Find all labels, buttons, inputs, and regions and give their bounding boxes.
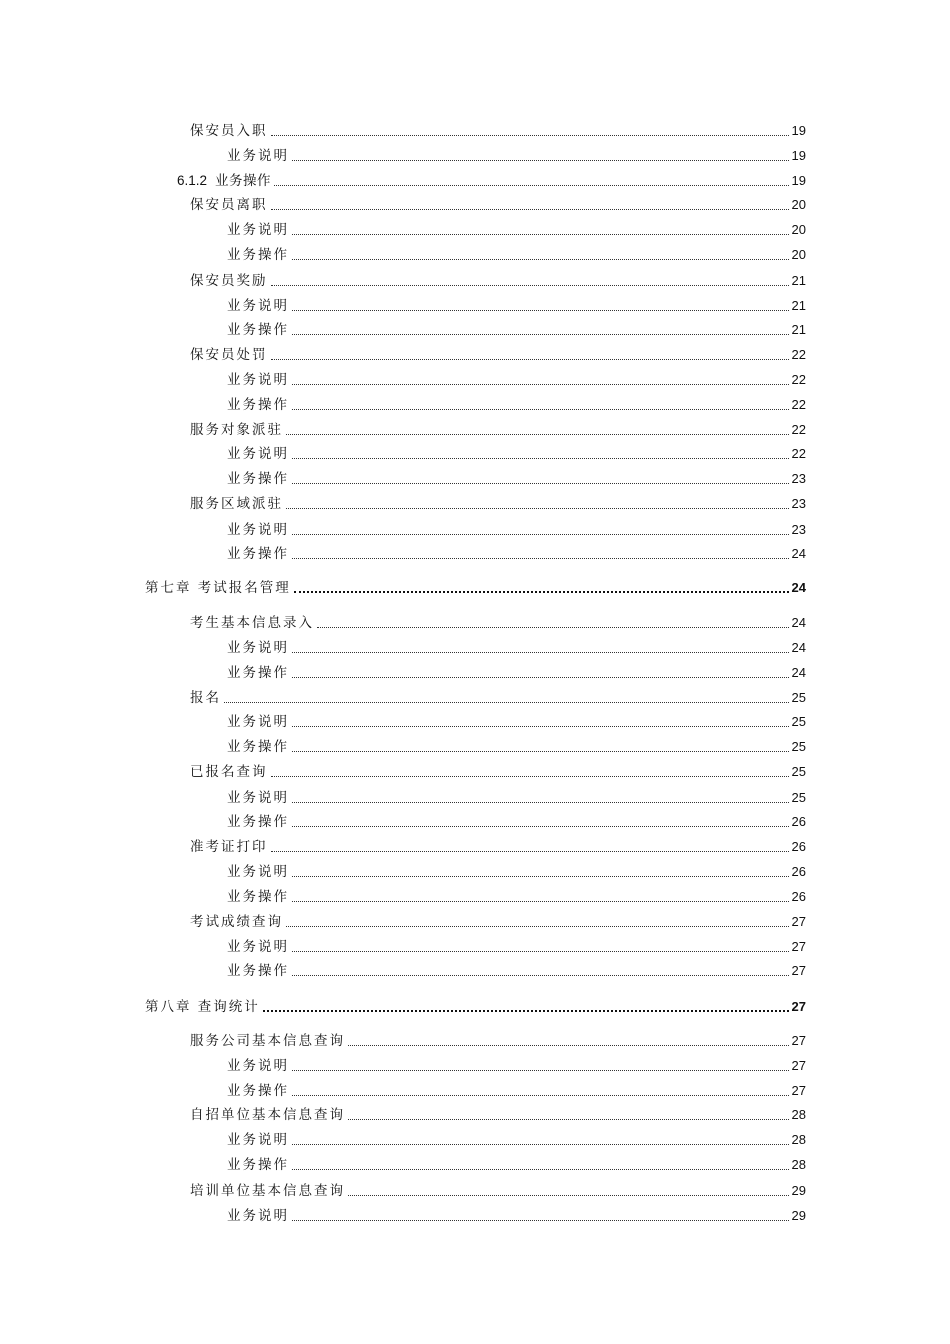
toc-page-number: 27 [791,1033,806,1048]
toc-page-number: 29 [791,1208,806,1223]
toc-entry[interactable] [227,959,806,979]
toc-dot-leader [292,558,789,559]
toc-entry[interactable] [190,269,806,289]
toc-dot-leader [292,534,789,535]
toc-dot-leader [294,591,789,593]
toc-entry[interactable] [227,661,806,681]
toc-dot-leader [286,508,789,509]
toc-dot-leader [292,1220,789,1221]
toc-dot-leader [292,483,789,484]
toc-page-number: 24 [791,640,806,655]
toc-entry-label: 业务操作 [215,173,272,189]
toc-entry[interactable] [227,710,806,730]
toc-dot-leader [292,876,789,877]
toc-page-number: 28 [791,1157,806,1172]
toc-entry[interactable] [190,343,806,363]
toc-dot-leader [271,851,789,852]
toc-entry[interactable] [190,611,806,631]
toc-entry[interactable] [227,860,806,880]
toc-entry-title: 业务说明 [227,522,289,538]
toc-entry-title: 业务操作 [227,1157,289,1173]
toc-page-number: 24 [791,615,806,630]
toc-entry-title: 业务操作 [227,247,289,263]
toc-dot-leader [292,1144,789,1145]
toc-entry-title: 业务操作 [227,814,289,830]
toc-entry-title: 培训单位基本信息查询 [190,1183,345,1199]
toc-page-number: 25 [791,790,806,805]
toc-entry-title: 业务操作 [227,397,289,413]
toc-entry-title: 业务操作 [227,889,289,905]
toc-entry[interactable] [227,318,806,338]
toc-page-number: 22 [791,347,806,362]
toc-dot-leader [292,802,789,803]
toc-dot-leader [271,359,789,360]
toc-page-number: 26 [791,839,806,854]
toc-dot-leader [292,726,789,727]
toc-page-number: 27 [791,963,806,978]
toc-entry-title: 业务说明 [227,714,289,730]
toc-dot-leader [292,334,789,335]
toc-chapter-entry[interactable] [145,995,806,1015]
toc-page-number: 28 [791,1132,806,1147]
toc-entry[interactable] [227,810,806,830]
toc-page-number: 19 [791,123,806,138]
toc-dot-leader [292,1095,789,1096]
toc-page-number: 25 [791,739,806,754]
toc-page-number: 24 [791,665,806,680]
toc-page-number: 22 [791,446,806,461]
toc-dot-leader [271,135,789,136]
toc-dot-leader [292,160,789,161]
toc-entry-title: 保安员处罚 [190,347,268,363]
toc-entry-title: 考生基本信息录入 [190,615,314,631]
toc-entry-title: 业务说明 [227,222,289,238]
toc-entry[interactable] [190,910,806,930]
toc-page-number: 20 [791,222,806,237]
toc-page-number: 26 [791,814,806,829]
toc-dot-leader [274,185,789,186]
toc-entry-title: 业务操作 [227,665,289,681]
toc-entry-title: 业务说明 [227,790,289,806]
toc-dot-leader [317,627,789,628]
toc-page-number: 24 [791,580,806,595]
toc-entry-title: 业务说明 [227,939,289,955]
toc-entry[interactable] [190,193,806,213]
toc-page-number: 25 [791,690,806,705]
toc-page-number: 29 [791,1183,806,1198]
toc-dot-leader [348,1119,789,1120]
toc-entry-title [177,173,271,189]
toc-page-number: 22 [791,422,806,437]
toc-page-number: 26 [791,889,806,904]
toc-page-number: 20 [791,197,806,212]
toc-entry-title: 保安员入职 [190,123,268,139]
toc-dot-leader [286,434,789,435]
toc-dot-leader [292,975,789,976]
toc-entry-title: 业务操作 [227,471,289,487]
toc-dot-leader [292,901,789,902]
toc-entry[interactable] [227,243,806,263]
toc-entry-title: 考试成绩查询 [190,914,283,930]
toc-page-number: 21 [791,273,806,288]
toc-dot-leader [271,209,789,210]
toc-page-number: 22 [791,397,806,412]
toc-entry-title: 业务说明 [227,1208,289,1224]
toc-entry[interactable] [227,218,806,238]
toc-entry[interactable] [190,760,806,780]
toc-entry-title: 服务公司基本信息查询 [190,1033,345,1049]
toc-entry[interactable] [227,1079,806,1099]
toc-entry[interactable] [227,636,806,656]
toc-dot-leader [292,1070,789,1071]
toc-entry[interactable] [227,1128,806,1148]
toc-entry[interactable] [227,1054,806,1074]
toc-page-number: 28 [791,1107,806,1122]
toc-entry[interactable] [227,368,806,388]
toc-entry-title: 业务操作 [227,1083,289,1099]
toc-page-number: 27 [791,999,806,1014]
toc-entry-title: 业务说明 [227,1058,289,1074]
toc-page-number: 27 [791,914,806,929]
toc-page-number: 23 [791,496,806,511]
toc-chapter-title: 第七章 考试报名管理 [145,580,291,596]
toc-entry[interactable] [227,885,806,905]
toc-entry[interactable] [227,735,806,755]
toc-entry[interactable] [227,442,806,462]
toc-entry-title: 业务说明 [227,298,289,314]
toc-entry-title: 业务说明 [227,446,289,462]
toc-entry-title: 自招单位基本信息查询 [190,1107,345,1123]
toc-entry-title: 保安员奖励 [190,273,268,289]
toc-entry-title: 业务说明 [227,640,289,656]
toc-entry[interactable] [227,518,806,538]
toc-dot-leader [292,652,789,653]
toc-dot-leader [292,234,789,235]
toc-entry[interactable] [227,542,806,562]
toc-dot-leader [292,458,789,459]
toc-entry-title: 服务对象派驻 [190,422,283,438]
toc-entry[interactable] [190,492,806,512]
toc-entry[interactable] [190,119,806,139]
toc-page-number: 23 [791,471,806,486]
toc-page-number: 20 [791,247,806,262]
toc-dot-leader [292,409,789,410]
toc-page-number: 19 [791,173,806,188]
toc-dot-leader [292,384,789,385]
toc-entry-title: 准考证打印 [190,839,268,855]
toc-entry[interactable] [190,1029,806,1049]
toc-entry[interactable] [190,835,806,855]
toc-page-number: 21 [791,322,806,337]
toc-entry[interactable] [227,294,806,314]
toc-dot-leader [286,926,789,927]
toc-entry-title: 业务操作 [227,963,289,979]
toc-entry-title: 业务操作 [227,322,289,338]
toc-page-number: 25 [791,714,806,729]
toc-page-number: 26 [791,864,806,879]
toc-dot-leader [292,751,789,752]
toc-dot-leader [292,259,789,260]
toc-entry-title: 业务说明 [227,1132,289,1148]
toc-dot-leader [292,310,789,311]
toc-dot-leader [292,1169,789,1170]
toc-page-number: 21 [791,298,806,313]
toc-dot-leader [271,285,789,286]
toc-dot-leader [224,702,789,703]
toc-entry[interactable] [227,144,806,164]
toc-page-number: 27 [791,1083,806,1098]
toc-entry[interactable] [227,1153,806,1173]
toc-entry[interactable] [190,418,806,438]
toc-dot-leader [271,776,789,777]
toc-page-number: 24 [791,546,806,561]
toc-entry[interactable] [227,393,806,413]
toc-entry-title: 业务说明 [227,148,289,164]
toc-entry-title: 已报名查询 [190,764,268,780]
toc-entry-title: 业务操作 [227,546,289,562]
toc-dot-leader [348,1195,789,1196]
toc-entry-title: 业务操作 [227,739,289,755]
toc-entry-title: 报名 [190,690,221,706]
toc-entry[interactable] [227,467,806,487]
toc-dot-leader [292,677,789,678]
toc-entry[interactable] [190,1179,806,1199]
toc-entry-title: 保安员离职 [190,197,268,213]
toc-entry[interactable] [190,686,806,706]
toc-entry-title: 业务说明 [227,864,289,880]
toc-chapter-title: 第八章 查询统计 [145,999,260,1015]
toc-page-number: 23 [791,522,806,537]
toc-section-number: 6.1.2 [177,173,208,188]
toc-entry[interactable] [177,169,806,189]
toc-dot-leader [292,951,789,952]
toc-entry[interactable] [227,786,806,806]
toc-dot-leader [348,1045,789,1046]
toc-page-number: 25 [791,764,806,779]
toc-entry-title: 业务说明 [227,372,289,388]
toc-page-number: 19 [791,148,806,163]
toc-entry[interactable] [190,1103,806,1123]
toc-page-number: 27 [791,1058,806,1073]
toc-page-number: 27 [791,939,806,954]
toc-dot-leader [263,1010,789,1012]
toc-page-number: 22 [791,372,806,387]
toc-dot-leader [292,826,789,827]
toc-chapter-entry[interactable] [145,576,806,596]
toc-entry-title: 服务区域派驻 [190,496,283,512]
toc-entry[interactable] [227,935,806,955]
toc-entry[interactable] [227,1204,806,1224]
